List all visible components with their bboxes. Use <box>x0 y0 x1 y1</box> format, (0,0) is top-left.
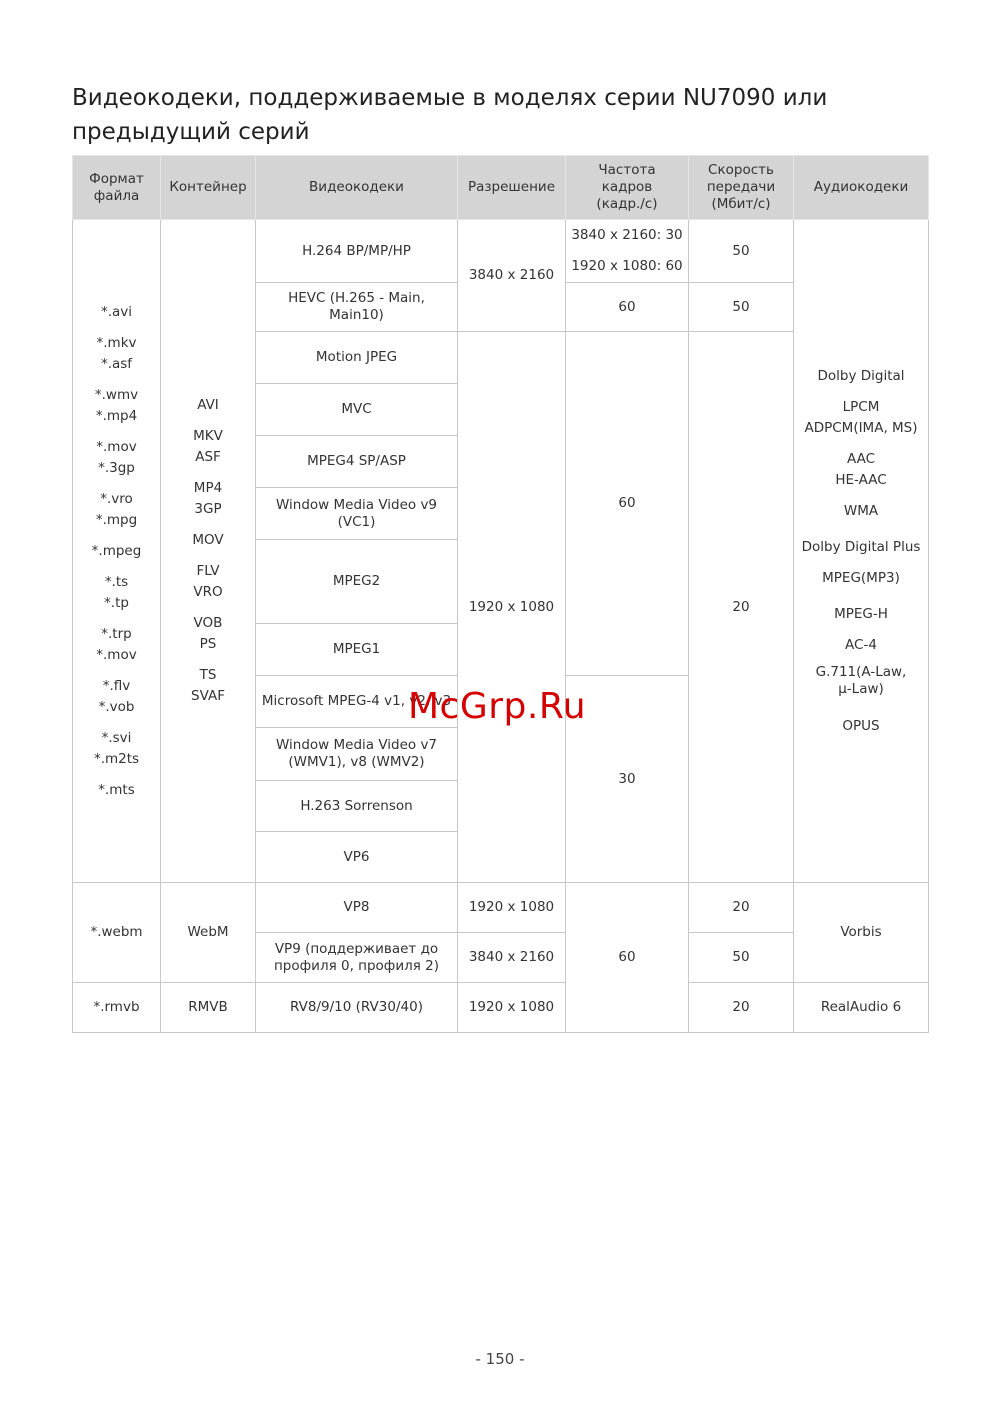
codec-h264: H.264 BP/MP/HP <box>256 220 458 283</box>
resolution-rmvb: 1920 x 1080 <box>458 983 566 1033</box>
bitrate-20: 20 <box>689 332 794 883</box>
framerate-hevc: 60 <box>566 283 689 332</box>
codec-mpeg4: MPEG4 SP/ASP <box>256 436 458 488</box>
framerate-30: 30 <box>566 676 689 883</box>
file-formats-cell: *.avi *.mkv *.asf *.wmv *.mp4 *.mov *.3gp *.vro *.mpg *.mpeg *.ts *.tp *.trp *.mov *.flv *.vob *.svi *.m2ts *.mts <box>73 220 161 883</box>
page-number: - 150 - <box>475 1350 525 1368</box>
codec-mpeg2: MPEG2 <box>256 540 458 624</box>
video-codecs-table <box>72 155 929 1033</box>
table-row <box>73 883 929 933</box>
file-format-rmvb: *.rmvb <box>73 983 161 1033</box>
codec-hevc: HEVC (H.265 - Main, Main10) <box>256 283 458 332</box>
page-title-line-2: предыдущий серий <box>72 119 310 146</box>
header-video-codec: Видеокодеки <box>256 156 458 220</box>
audio-codecs-cell: Dolby Digital LPCM ADPCM(IMA, MS) AAC HE-AAC WMA Dolby Digital Plus MPEG(MP3) MPEG-H AC-4 G.711(A-Law, μ-Law) OPUS <box>794 220 929 883</box>
framerate-webm-rmvb: 60 <box>566 883 689 1033</box>
codec-wmv9: Window Media Video v9 (VC1) <box>256 488 458 540</box>
page-title <box>72 81 932 149</box>
codec-mvc: MVC <box>256 384 458 436</box>
codec-wmv7-wmv8: Window Media Video v7 (WMV1), v8 (WMV2) <box>256 728 458 781</box>
resolution-4k: 3840 x 2160 <box>458 220 566 332</box>
codec-ms-mpeg4: Microsoft MPEG-4 v1, v2, v3 <box>256 676 458 728</box>
watermark: McGrp.Ru <box>408 686 587 727</box>
framerate-h264: 3840 x 2160: 30 1920 x 1080: 60 <box>566 220 689 283</box>
table-header-row <box>73 156 929 220</box>
codec-motion-jpeg: Motion JPEG <box>256 332 458 384</box>
codec-vp6: VP6 <box>256 832 458 883</box>
resolution-vp9: 3840 x 2160 <box>458 933 566 983</box>
bitrate-rmvb: 20 <box>689 983 794 1033</box>
codec-vp8: VP8 <box>256 883 458 933</box>
resolution-vp8: 1920 x 1080 <box>458 883 566 933</box>
header-file-format: Формат файла <box>73 156 161 220</box>
table-row <box>73 220 929 283</box>
framerate-60: 60 <box>566 332 689 676</box>
container-webm: WebM <box>161 883 256 983</box>
audio-vorbis: Vorbis <box>794 883 929 983</box>
codec-mpeg1: MPEG1 <box>256 624 458 676</box>
bitrate-vp8: 20 <box>689 883 794 933</box>
header-container: Контейнер <box>161 156 256 220</box>
audio-realaudio: RealAudio 6 <box>794 983 929 1033</box>
page-title-line-1: Видеокодеки, поддерживаемые в моделях серии NU7090 или <box>72 85 828 112</box>
header-audio-codec: Аудиокодеки <box>794 156 929 220</box>
codec-vp9: VP9 (поддерживает до профиля 0, профиля 2) <box>256 933 458 983</box>
table-row <box>73 983 929 1033</box>
header-frame-rate: Частота кадров (кадр./с) <box>566 156 689 220</box>
bitrate-vp9: 50 <box>689 933 794 983</box>
codec-h263: H.263 Sorrenson <box>256 781 458 832</box>
header-resolution: Разрешение <box>458 156 566 220</box>
codec-rv: RV8/9/10 (RV30/40) <box>256 983 458 1033</box>
bitrate-hevc: 50 <box>689 283 794 332</box>
containers-cell: AVI MKV ASF MP4 3GP MOV FLV VRO VOB PS TS SVAF <box>161 220 256 883</box>
file-format-webm: *.webm <box>73 883 161 983</box>
bitrate-h264: 50 <box>689 220 794 283</box>
header-bitrate: Скорость передачи (Мбит/с) <box>689 156 794 220</box>
resolution-fhd: 1920 x 1080 <box>458 332 566 883</box>
container-rmvb: RMVB <box>161 983 256 1033</box>
